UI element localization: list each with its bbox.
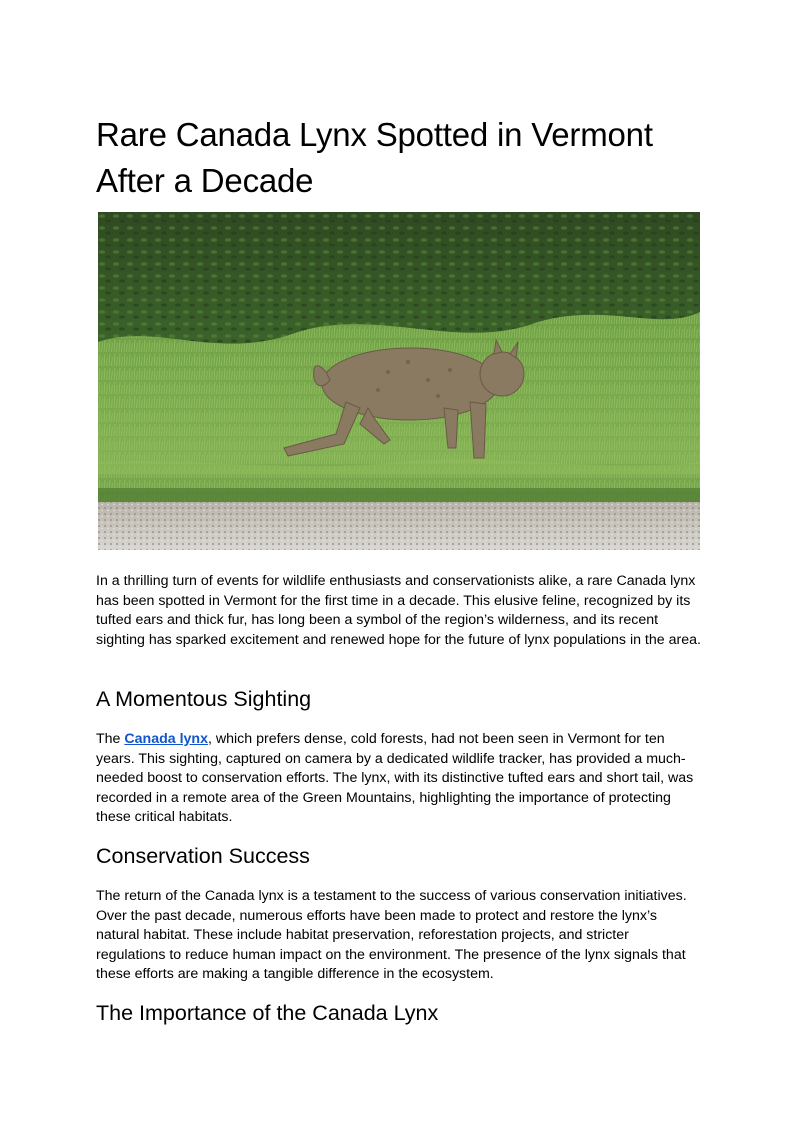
- paragraph-text-lead: The: [96, 731, 125, 747]
- paragraph-text-rest: , which prefers dense, cold forests, had not been seen in Vermont for ten years. This sighting, captured on camera by a dedicated wildlife tracker, has provided a much-needed boost to conservation efforts. The lynx, with its distinctive tufted ears and short tail, was recorded in a remote area of the Green Mountains, highlighting the importance of protecting these critical habitats.: [96, 731, 694, 826]
- section-heading-importance-of-lynx: The Importance of the Canada Lynx: [96, 1001, 439, 1025]
- momentous-sighting-paragraph: [96, 730, 702, 828]
- section-heading-momentous-sighting: A Momentous Sighting: [96, 687, 312, 711]
- canada-lynx-link[interactable]: Canada lynx: [124, 731, 208, 747]
- article-title: Rare Canada Lynx Spotted in Vermont After a Decade: [96, 116, 653, 199]
- conservation-success-paragraph: The return of the Canada lynx is a testament to the success of various conservation initiatives. Over the past decade, numerous efforts have been made to protect and restore the lynx’s natural habitat. These include habitat preservation, reforestation projects, and stricter regulations to reduce human impact on the environment. The presence of the lynx signals that these efforts are making a tangible difference in the ecosystem.: [96, 888, 687, 983]
- section-heading-conservation-success: Conservation Success: [96, 844, 310, 868]
- intro-paragraph: In a thrilling turn of events for wildlife enthusiasts and conservationists alike, a rare Canada lynx has been spotted in Vermont for the first time in a decade. This elusive feline, recognized by its tufted ears and thick fur, has long been a symbol of the region’s wilderness, and its recent sighting has sparked excitement and renewed hope for the future of lynx populations in the area.: [96, 573, 701, 648]
- lynx-photo: [98, 212, 700, 550]
